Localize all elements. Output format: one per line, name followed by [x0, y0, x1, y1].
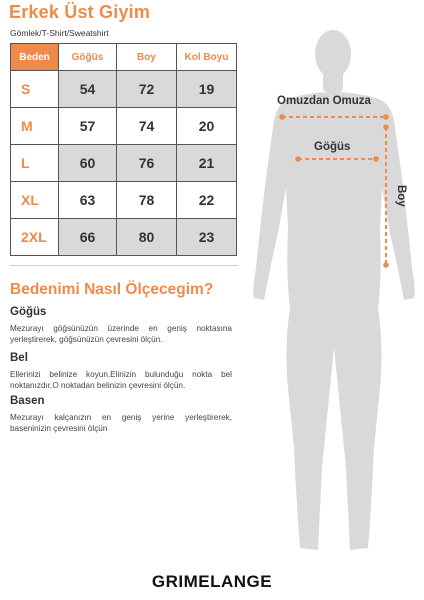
section-text-gogus: Mezurayı göğsünüzün üzerinde en geniş noktasına yerleştirerek, göğsünüzün çevresini ölçün.	[10, 324, 232, 344]
size-cell: S	[11, 71, 59, 108]
sleeve-cell: 22	[177, 182, 237, 219]
section-heading-gogus: Göğüs	[10, 306, 47, 318]
section-text-basen: Mezurayı kalçanızın en geniş yerine yerleştirerek, baseninizin çevresini ölçün	[10, 413, 232, 433]
size-table	[10, 43, 237, 256]
chest-right-marker	[373, 156, 379, 162]
length-cell: 78	[117, 182, 177, 219]
size-cell: 2XL	[11, 219, 59, 256]
shoulder-left-marker	[279, 114, 285, 120]
page-title: Erkek Üst Giyim	[9, 2, 151, 22]
header-kol-boyu: Kol Boyu	[177, 44, 237, 71]
size-cell: XL	[11, 182, 59, 219]
length-cell: 76	[117, 145, 177, 182]
table-row	[11, 182, 237, 219]
chest-cell: 66	[59, 219, 117, 256]
length-cell: 80	[117, 219, 177, 256]
brand-logo: GRIMELANGE	[151, 572, 273, 591]
shoulder-label: Omuzdan Omuza	[277, 95, 371, 107]
chest-cell: 63	[59, 182, 117, 219]
page-subtitle: Gömlek/T-Shirt/Sweatshirt	[10, 28, 109, 38]
chest-cell: 60	[59, 145, 117, 182]
header-boy: Boy	[117, 44, 177, 71]
table-row	[11, 71, 237, 108]
sleeve-cell: 23	[177, 219, 237, 256]
length-top-marker	[383, 124, 389, 130]
section-heading-bel: Bel	[10, 352, 28, 364]
length-cell: 72	[117, 71, 177, 108]
measure-guide-title: Bedenimi Nasıl Ölçecegim?	[10, 281, 214, 298]
table-row	[11, 108, 237, 145]
shoulder-right-marker	[383, 114, 389, 120]
section-heading-basen: Basen	[10, 395, 45, 407]
divider	[10, 265, 238, 266]
chest-cell: 54	[59, 71, 117, 108]
table-row	[11, 219, 237, 256]
chest-cell: 57	[59, 108, 117, 145]
table-row	[11, 145, 237, 182]
body-figure	[250, 28, 424, 568]
size-table-header-row	[11, 44, 237, 71]
header-beden: Beden	[11, 44, 59, 71]
measure-lines	[250, 28, 424, 568]
section-text-bel: Ellerinizi belinize koyun.Elinizin bulunduğu nokta bel noktanızdır.O noktadan belinizin çevresini ölçün.	[10, 370, 232, 390]
length-bottom-marker	[383, 262, 389, 268]
sleeve-cell: 21	[177, 145, 237, 182]
size-cell: L	[11, 145, 59, 182]
length-label: Boy	[395, 185, 407, 207]
size-cell: M	[11, 108, 59, 145]
chest-left-marker	[295, 156, 301, 162]
chest-label: Göğüs	[314, 141, 351, 153]
header-gogus: Göğüs	[59, 44, 117, 71]
sleeve-cell: 19	[177, 71, 237, 108]
length-cell: 74	[117, 108, 177, 145]
sleeve-cell: 20	[177, 108, 237, 145]
